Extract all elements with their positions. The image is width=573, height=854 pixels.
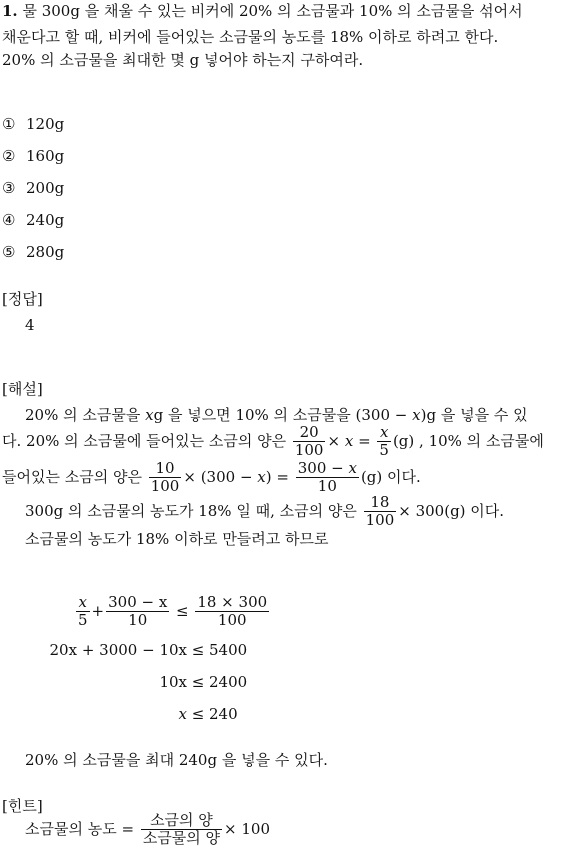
choice-text: 240g (26, 211, 65, 229)
numerator: x (379, 423, 389, 441)
equation-4-lhs: x (178, 705, 187, 723)
solution-line-5: 소금물의 농도가 18% 이하로 만들려고 하므로 (25, 530, 329, 548)
solution-line-1 (25, 406, 528, 424)
numerator: 10 (155, 459, 175, 477)
denominator: 10 (296, 477, 359, 495)
problem-text-1: 물 300g 을 채울 수 있는 비커에 20% 의 소금물과 10% 의 소금물을 섞어서 (22, 2, 523, 20)
value: 240 (209, 705, 238, 723)
numerator: 18 (370, 493, 390, 511)
text: × (300 − (183, 467, 258, 486)
denominator: 100 (150, 477, 180, 496)
choice-marker: ③ (2, 179, 16, 197)
relation: ≤ (191, 673, 205, 691)
relation: ≤ (191, 641, 205, 659)
answer-heading: [정답] (2, 290, 43, 308)
solution-line-2 (2, 424, 544, 460)
choice-3[interactable] (2, 179, 64, 197)
denominator: 100 (365, 511, 395, 530)
choice-text: 160g (26, 147, 65, 165)
denominator: 소금물의 양 (142, 829, 221, 848)
choice-4[interactable] (2, 211, 64, 229)
solution-line-4 (25, 494, 504, 530)
problem-number: 1. (2, 2, 18, 20)
text: 300 − (297, 459, 349, 477)
choice-marker: ④ (2, 211, 16, 229)
denominator: 10 (106, 611, 169, 629)
numerator: 18 × 300 (197, 593, 268, 611)
equation-3-rhs (187, 673, 247, 691)
text: × 100 (224, 819, 271, 838)
numerator: 300 − x (108, 593, 168, 611)
text: )g 을 넣을 수 있 (420, 406, 528, 424)
fraction (195, 594, 269, 630)
text: × 300(g) 이다. (398, 501, 505, 520)
text: 20% 의 소금물을 (25, 406, 146, 424)
choice-1[interactable] (2, 115, 64, 133)
text: (g) , 10% 의 소금물에 (392, 431, 544, 450)
numerator: 소금의 양 (150, 811, 213, 829)
equation-3-lhs: 10x (159, 673, 187, 691)
numerator: 20 (299, 423, 319, 441)
text: 300g 의 소금물의 농도가 18% 일 때, 소금의 양은 (25, 501, 362, 520)
fraction (141, 812, 222, 848)
var-x: x (344, 431, 354, 450)
choice-marker: ① (2, 115, 16, 133)
solution-heading: [해설] (2, 380, 43, 398)
hint-heading: [힌트] (2, 797, 43, 815)
value: 5400 (209, 641, 248, 659)
choice-text: 200g (26, 179, 65, 197)
var-x: x (348, 459, 357, 477)
text: = (353, 431, 376, 450)
answer-value: 4 (25, 316, 35, 334)
text: 소금물의 농도 = (25, 819, 139, 838)
var-x: x (257, 467, 266, 486)
numerator: x (78, 593, 87, 611)
choice-marker: ② (2, 147, 16, 165)
relation: ≤ (176, 601, 189, 620)
var-x: x (412, 406, 421, 424)
fraction (76, 594, 90, 630)
fraction (293, 424, 326, 460)
problem-line-3: 20% 의 소금물을 최대한 몇 g 넣어야 하는지 구하여라. (2, 51, 364, 69)
choice-text: 280g (26, 243, 65, 261)
text: 다. 20% 의 소금물에 들어있는 소금의 양은 (2, 431, 291, 450)
value: 2400 (209, 673, 248, 691)
hint-formula (25, 812, 270, 848)
problem-line-1 (2, 2, 523, 20)
text: (g) 이다. (360, 467, 421, 486)
fraction (364, 494, 397, 530)
text: ) = (265, 467, 294, 486)
text: g 을 넣으면 10% 의 소금물을 (300 − (153, 406, 413, 424)
equation-2-rhs (187, 641, 247, 659)
text: 들어있는 소금의 양은 (2, 467, 147, 486)
solution-line-3 (2, 460, 421, 496)
solution-conclusion: 20% 의 소금물을 최대 240g 을 넣을 수 있다. (25, 751, 328, 769)
fraction (106, 594, 169, 630)
equation-2-lhs: 20x + 3000 − 10x (49, 641, 187, 659)
choice-text: 120g (26, 115, 65, 133)
numerator (296, 460, 359, 477)
relation: ≤ (191, 705, 205, 723)
choice-2[interactable] (2, 147, 64, 165)
choice-5[interactable] (2, 243, 64, 261)
choice-marker: ⑤ (2, 243, 16, 261)
denominator: 100 (195, 611, 269, 629)
equation-1 (74, 594, 271, 630)
text: × (327, 431, 345, 450)
fraction (377, 424, 391, 460)
equation-4-rhs (187, 705, 238, 723)
fraction (296, 460, 359, 496)
var-x: x (145, 406, 154, 424)
fraction (149, 460, 182, 496)
denominator: 5 (78, 611, 88, 630)
operator: + (91, 601, 105, 620)
denominator: 100 (294, 441, 324, 460)
problem-line-2: 채운다고 할 때, 비커에 들어있는 소금물의 농도를 18% 이하로 하려고 한다. (2, 28, 499, 46)
denominator: 5 (379, 441, 389, 460)
